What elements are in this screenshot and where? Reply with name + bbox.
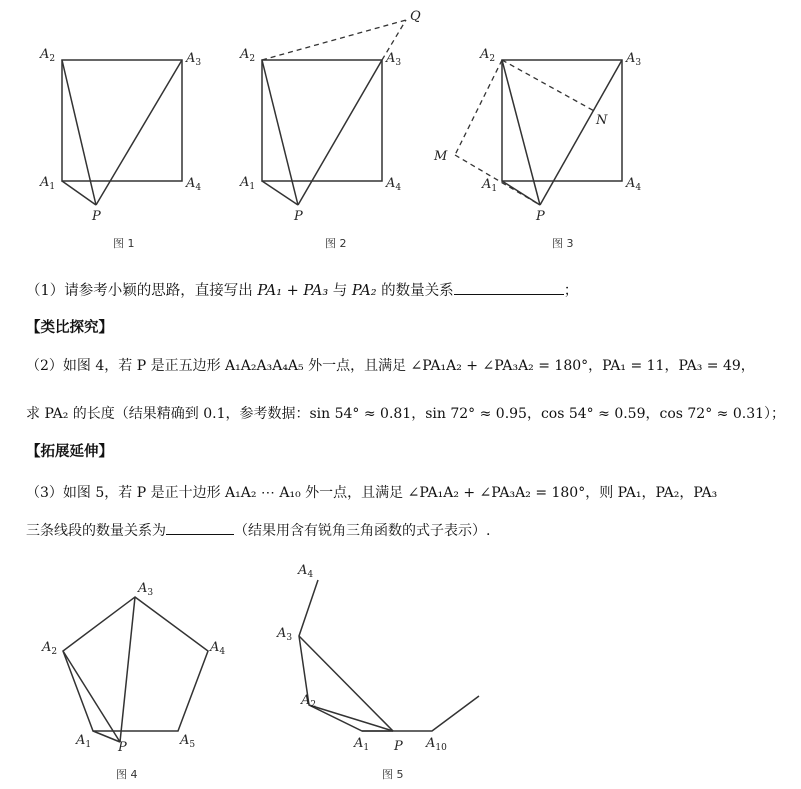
fig2-label-a3: $A_3$ xyxy=(386,51,402,68)
fig1-label-a4: $A_4$ xyxy=(186,176,202,193)
fig5-label-a10: $A_{10}$ xyxy=(426,736,447,753)
fig1-label-a1: $A_1$ xyxy=(40,175,56,192)
fig1-label-p: P xyxy=(92,209,101,224)
question-2-line1: （2）如图 4，若 P 是正五边形 A₁A₂A₃A₄A₅ 外一点，且满足 ∠PA₁A₂ + ∠PA₃A₂ = 180°，PA₁ = 11，PA₃ = 49， xyxy=(26,358,755,374)
section-analogy: 【类比探究】 xyxy=(26,320,113,336)
q1-prefix: （1）请参考小颖的思路，直接写出 xyxy=(26,283,258,299)
fig4-label-a2: $A_2$ xyxy=(42,640,58,657)
q1-expr2: PA₂ xyxy=(351,283,377,299)
q3-line2-b: （结果用含有锐角三角函数的式子表示）. xyxy=(234,523,491,539)
fig3-label-m: M xyxy=(434,149,448,164)
q1-mid: 与 xyxy=(328,283,352,299)
figure-5-decagon-part xyxy=(299,580,479,731)
fig5-label-a2: $A_2$ xyxy=(301,693,317,710)
fig3-label-a1: $A_1$ xyxy=(482,177,498,194)
fig3-label-n: N xyxy=(596,113,608,128)
fig5-label-a4: $A_4$ xyxy=(298,563,314,580)
fig4-caption: 图 4 xyxy=(116,768,138,781)
fig2-label-a1: $A_1$ xyxy=(240,175,256,192)
fig3-label-a3: $A_3$ xyxy=(626,51,642,68)
fig2-label-a4: $A_4$ xyxy=(386,176,402,193)
fig4-label-p: P xyxy=(118,740,127,755)
fig3-label-a2: $A_2$ xyxy=(480,47,496,64)
fig2-label-p: P xyxy=(294,209,303,224)
question-3-line1: （3）如图 5，若 P 是正十边形 A₁A₂ ⋯ A₁₀ 外一点，且满足 ∠PA₁A₂ + ∠PA₃A₂ = 180°，则 PA₁，PA₂，PA₃ xyxy=(26,485,718,501)
fig4-label-a1: $A_1$ xyxy=(76,733,92,750)
fig5-caption: 图 5 xyxy=(382,768,404,781)
fig4-label-a5: $A_5$ xyxy=(180,733,196,750)
q3-line2-a: 三条线段的数量关系为 xyxy=(26,523,166,539)
fig3-label-a4: $A_4$ xyxy=(626,176,642,193)
fig2-caption: 图 2 xyxy=(325,237,347,250)
fig4-label-a3: $A_3$ xyxy=(138,581,154,598)
q1-end: ； xyxy=(563,283,579,299)
fig2-label-a2: $A_2$ xyxy=(240,47,256,64)
fig1-caption: 图 1 xyxy=(113,237,135,250)
fig1-label-a2: $A_2$ xyxy=(40,47,56,64)
fig2-label-q: Q xyxy=(410,9,421,24)
fig5-label-p: P xyxy=(394,739,403,754)
fig3-caption: 图 3 xyxy=(552,237,574,250)
section-extend: 【拓展延伸】 xyxy=(26,444,113,460)
fig5-label-a1: $A_1$ xyxy=(354,736,370,753)
fig3-label-p: P xyxy=(536,209,545,224)
fig5-label-a3: $A_3$ xyxy=(277,626,293,643)
fig4-label-a4: $A_4$ xyxy=(210,640,226,657)
q1-expr: PA₁ + PA₃ xyxy=(257,283,329,299)
question-2-line2: 求 PA₂ 的长度（结果精确到 0.1，参考数据：sin 54° ≈ 0.81，sin 72° ≈ 0.95，cos 54° ≈ 0.59，cos 72° ≈ 0.31）； xyxy=(26,406,786,422)
fig1-label-a3: $A_3$ xyxy=(186,51,202,68)
q1-suffix: 的数量关系 xyxy=(376,283,454,299)
